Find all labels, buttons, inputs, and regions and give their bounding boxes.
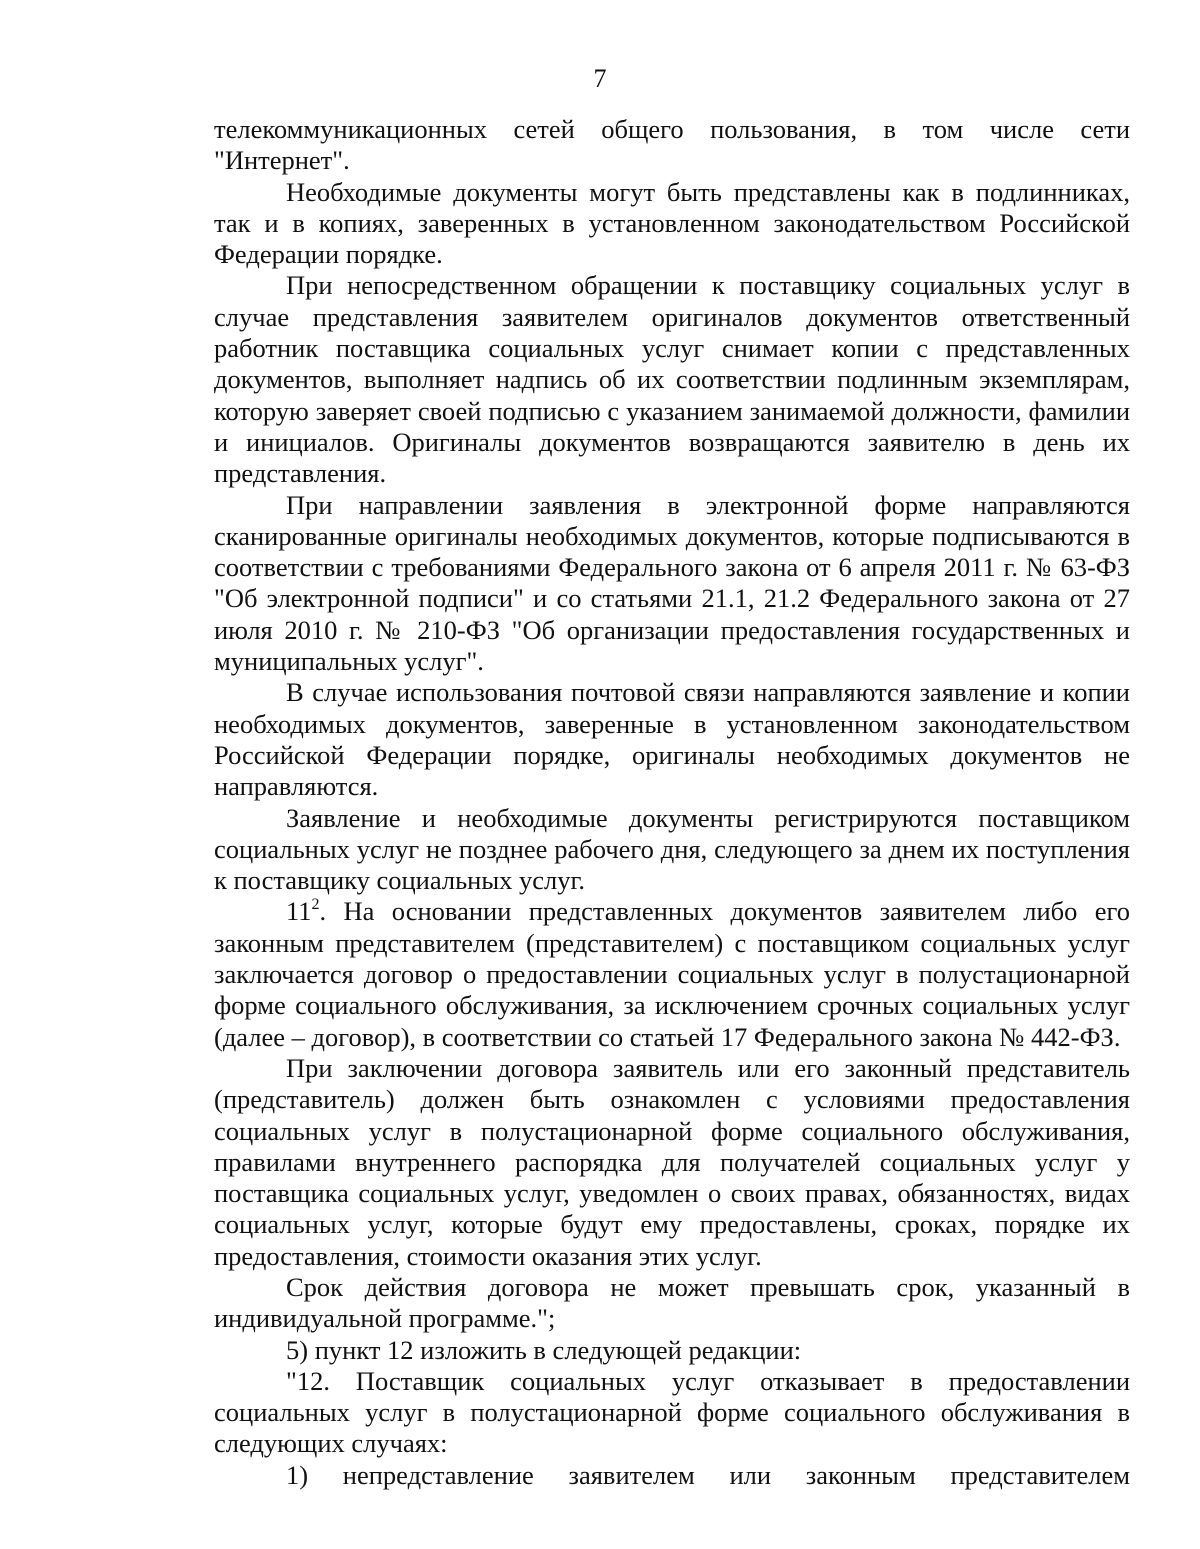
- paragraph-electronic-form: При направлении заявления в электронной форме направляются сканированные оригиналы необходимых документов, которые подписываются в соответствии с требованиями Федерального закона от 6 апреля 2011 г. № 63-ФЗ "Об электронной подписи" и со статьями 21.1, 21.2 Федерального закона от 27 июля 2010 г. № 210-ФЗ "Об организации предоставления государственных и муниципальных услуг".: [214, 489, 1130, 677]
- paragraph-registration: Заявление и необходимые документы регистрируются поставщиком социальных услуг не позднее рабочего дня, следующего за днем их поступления к поставщику социальных услуг.: [214, 802, 1130, 896]
- paragraph-point-12: "12. Поставщик социальных услуг отказывает в предоставлении социальных услуг в полустационарной форме социального обслуживания в следующих случаях:: [214, 1365, 1130, 1459]
- paragraph-point-12-amend: 5) пункт 12 изложить в следующей редакции:: [286, 1334, 802, 1365]
- paragraph-continuation: телекоммуникационных сетей общего пользования, в том числе сети "Интернет".: [214, 114, 1130, 176]
- paragraph-refusal-case-1: 1) непредставление заявителем или законным представителем: [286, 1459, 1130, 1490]
- page-number: 7: [593, 64, 607, 93]
- paragraph-direct-appeal: При непосредственном обращении к поставщику социальных услуг в случае представления заявителем оригиналов документов ответственный работник поставщика социальных услуг снимает копии с представленных документов, выполняет надпись об их соответствии подлинным экземплярам, которую заверяет своей подписью с указанием занимаемой должности, фамилии и инициалов. Оригиналы документов возвращаются заявителю в день их представления.: [214, 270, 1130, 489]
- paragraph-contract-conclusion: При заключении договора заявитель или его законный представитель (представитель) должен быть ознакомлен с условиями предоставления социальных услуг в полустационарной форме социального обслуживания, правилами внутреннего распорядка для получателей социальных услуг у поставщика социальных услуг, уведомлен о своих правах, обязанностях, видах социальных услуг, которые будут ему предоставлены, сроках, порядке их предоставления, стоимости оказания этих услуг.: [214, 1052, 1130, 1271]
- paragraph-contract-term: Срок действия договора не может превышать срок, указанный в индивидуальной программе.";: [214, 1271, 1130, 1334]
- point-superscript: 2: [311, 896, 320, 914]
- point-number: 11: [286, 896, 312, 927]
- point-text: . На основании представленных документов заявителем либо его законным представителем (представителем) с поставщиком социальных услуг заключается договор о предоставлении социальных услуг в полустационарной форме социального обслуживания, за исключением срочных социальных услуг (далее – договор), в соответствии со статьей 17 Федерального закона № 442-ФЗ.: [214, 896, 1130, 1052]
- paragraph-point-11-2: [214, 896, 1130, 1052]
- paragraph-documents-originals: Необходимые документы могут быть представлены как в подлинниках, так и в копиях, заверенных в установленном законодательством Российской Федерации порядке.: [214, 176, 1130, 270]
- paragraph-postal: В случае использования почтовой связи направляются заявление и копии необходимых документов, заверенные в установленном законодательством Российской Федерации порядке, оригиналы необходимых документов не направляются.: [214, 677, 1130, 802]
- document-body: [214, 114, 1130, 1491]
